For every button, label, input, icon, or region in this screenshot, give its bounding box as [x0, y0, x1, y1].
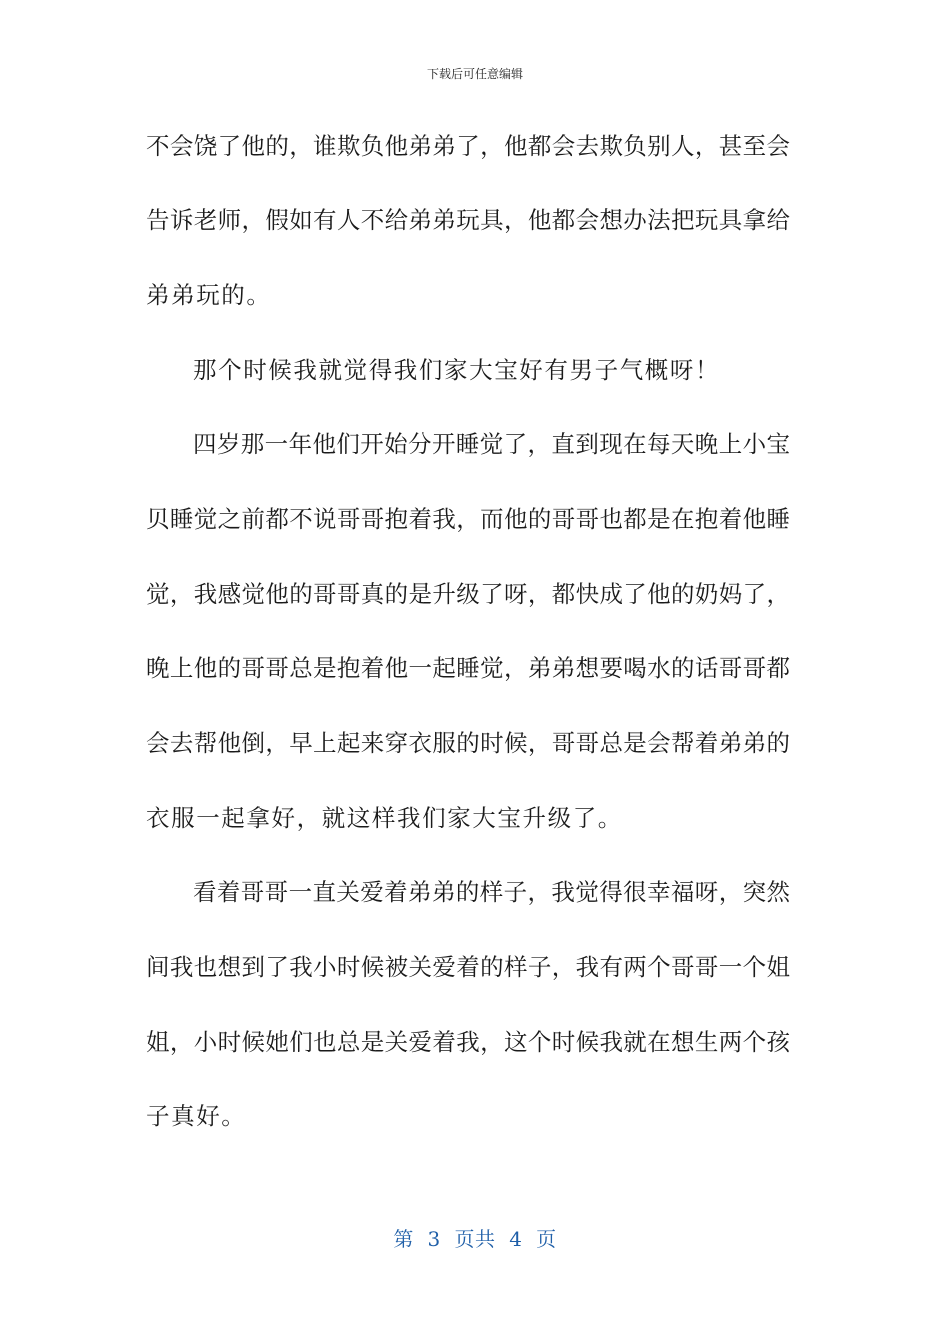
page-number-footer: 第 3 页共 4 页 — [393, 1227, 557, 1251]
body-text-line: 会去帮他倒，早上起来穿衣服的时候，哥哥总是会帮着弟弟的 — [146, 729, 790, 757]
page-header: 下载后可任意编辑 — [426, 67, 523, 81]
body-text-line: 觉，我感觉他的哥哥真的是升级了呀，都快成了他的奶妈了， — [146, 580, 790, 608]
body-text-line: 四岁那一年他们开始分开睡觉了，直到现在每天晚上小宝 — [193, 430, 790, 458]
body-text-line: 看着哥哥一直关爱着弟弟的样子，我觉得很幸福呀，突然 — [193, 878, 790, 906]
body-text-line: 姐，小时候她们也总是关爱着我，这个时候我就在想生两个孩 — [146, 1028, 790, 1056]
body-text-line: 那个时候我就觉得我们家大宝好有男子气概呀！ — [193, 356, 721, 384]
body-text-line: 弟弟玩的。 — [146, 281, 272, 309]
body-text-line: 子真好。 — [146, 1102, 247, 1130]
body-text-line: 告诉老师，假如有人不给弟弟玩具，他都会想办法把玩具拿给 — [146, 206, 790, 234]
body-text-line: 衣服一起拿好，就这样我们家大宝升级了。 — [146, 804, 623, 832]
body-text-line: 不会饶了他的，谁欺负他弟弟了，他都会去欺负别人，甚至会 — [146, 132, 790, 160]
body-text-line: 晚上他的哥哥总是抱着他一起睡觉，弟弟想要喝水的话哥哥都 — [146, 654, 790, 682]
body-text-line: 间我也想到了我小时候被关爱着的样子，我有两个哥哥一个姐 — [146, 953, 790, 981]
body-text-line: 贝睡觉之前都不说哥哥抱着我，而他的哥哥也都是在抱着他睡 — [146, 505, 790, 533]
